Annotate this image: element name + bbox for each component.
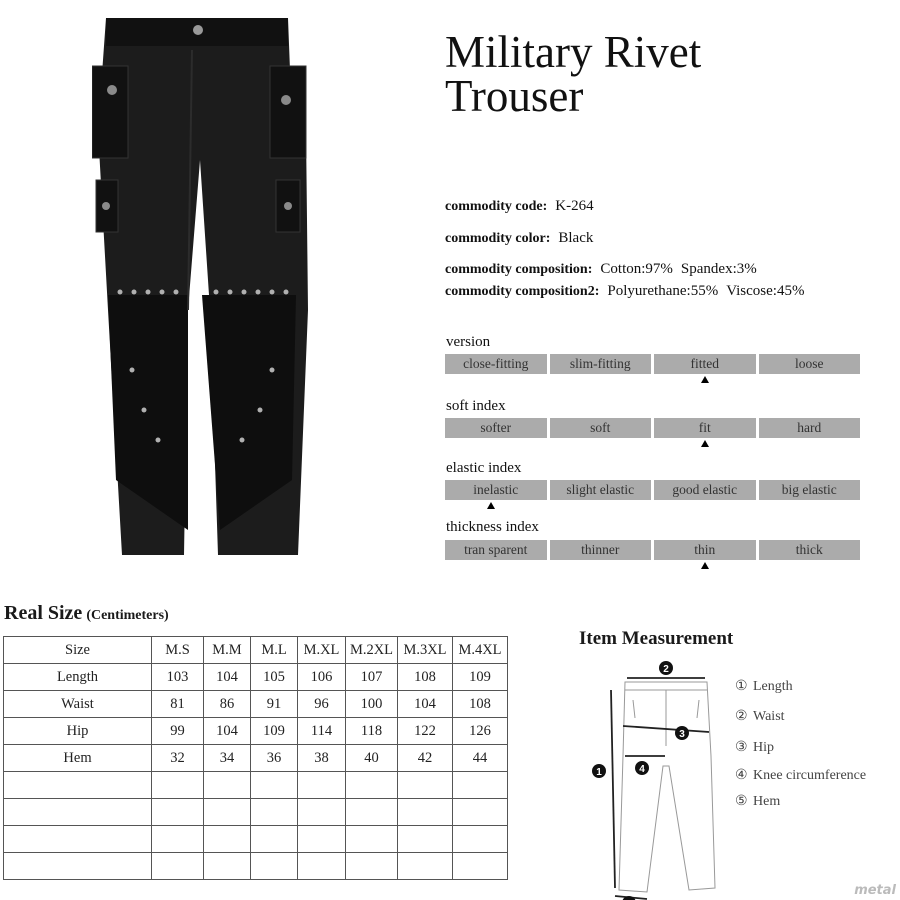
size-chart-cell: 86 bbox=[204, 691, 251, 718]
commodity-composition-row bbox=[445, 261, 757, 278]
thickness-index-option: thick bbox=[759, 540, 861, 560]
size-chart-row-label bbox=[4, 826, 152, 853]
size-chart-cell: 81 bbox=[152, 691, 204, 718]
size-chart-row-label: Hip bbox=[4, 718, 152, 745]
commodity-color-label: commodity color: bbox=[445, 231, 551, 246]
legend-number: ⑤ bbox=[735, 794, 748, 809]
size-chart-header-cell: M.M bbox=[204, 637, 251, 664]
size-chart-cell bbox=[398, 826, 453, 853]
soft-index-scale bbox=[445, 418, 860, 438]
table-row bbox=[4, 691, 508, 718]
soft-index-option: softer bbox=[445, 418, 547, 438]
commodity-color-row bbox=[445, 230, 593, 247]
composition2-value-1: Polyurethane:55% bbox=[607, 283, 719, 299]
legend-label: Length bbox=[753, 679, 793, 694]
commodity-code-value: K-264 bbox=[555, 198, 594, 214]
table-row bbox=[4, 745, 508, 772]
soft-index-label: soft index bbox=[446, 398, 506, 414]
size-chart-cell bbox=[152, 853, 204, 880]
table-row bbox=[4, 772, 508, 799]
size-chart-header-cell: M.XL bbox=[298, 637, 346, 664]
size-chart-heading bbox=[4, 602, 169, 625]
size-chart-row-label: Hem bbox=[4, 745, 152, 772]
size-chart-header-cell: M.3XL bbox=[398, 637, 453, 664]
size-chart-body bbox=[4, 637, 508, 880]
diagram-marker-2 bbox=[659, 661, 673, 675]
product-title-line1: Military Rivet bbox=[445, 27, 702, 77]
elastic-index-scale bbox=[445, 480, 860, 500]
size-chart-cell bbox=[398, 772, 453, 799]
soft-index-option: soft bbox=[550, 418, 652, 438]
legend-number: ③ bbox=[735, 740, 748, 755]
legend-number: ④ bbox=[735, 768, 748, 783]
legend-label: Hip bbox=[753, 740, 774, 755]
size-chart-cell bbox=[346, 853, 398, 880]
diagram-marker-4-text: 4 bbox=[639, 764, 645, 775]
size-chart-cell: 38 bbox=[298, 745, 346, 772]
size-chart-cell bbox=[152, 772, 204, 799]
commodity-color-value: Black bbox=[558, 230, 594, 246]
size-chart-cell: 103 bbox=[152, 664, 204, 691]
pants-measurement-diagram bbox=[585, 656, 735, 900]
size-chart-cell: 96 bbox=[298, 691, 346, 718]
size-chart-table bbox=[3, 636, 508, 880]
table-row bbox=[4, 853, 508, 880]
product-title-line2: Trouser bbox=[445, 71, 584, 121]
thickness-index-option-selected: thin bbox=[654, 540, 756, 560]
size-chart-cell bbox=[453, 853, 508, 880]
legend-waist bbox=[735, 708, 785, 725]
size-chart-cell: 109 bbox=[251, 718, 298, 745]
size-chart-row-label: Length bbox=[4, 664, 152, 691]
size-chart-cell: 44 bbox=[453, 745, 508, 772]
size-chart-row-label bbox=[4, 853, 152, 880]
size-chart-cell: 104 bbox=[204, 664, 251, 691]
diagram-marker-3-text: 3 bbox=[679, 729, 685, 740]
size-chart-cell bbox=[298, 772, 346, 799]
size-chart-row-label bbox=[4, 772, 152, 799]
soft-index-option: hard bbox=[759, 418, 861, 438]
elastic-index-label: elastic index bbox=[446, 460, 522, 476]
product-photo bbox=[92, 10, 312, 562]
table-row bbox=[4, 799, 508, 826]
size-chart-cell: 122 bbox=[398, 718, 453, 745]
size-chart-cell: 126 bbox=[453, 718, 508, 745]
size-chart-cell: 107 bbox=[346, 664, 398, 691]
size-chart-cell: 100 bbox=[346, 691, 398, 718]
diagram-marker-1 bbox=[592, 764, 606, 778]
version-option: slim-fitting bbox=[550, 354, 652, 374]
size-chart-cell: 108 bbox=[398, 664, 453, 691]
elastic-index-option: big elastic bbox=[759, 480, 861, 500]
size-chart-cell: 109 bbox=[453, 664, 508, 691]
size-chart-cell bbox=[251, 772, 298, 799]
size-chart-cell: 104 bbox=[204, 718, 251, 745]
size-chart-cell bbox=[152, 826, 204, 853]
product-title bbox=[445, 27, 865, 121]
legend-label: Waist bbox=[753, 709, 785, 724]
size-chart-cell bbox=[251, 799, 298, 826]
size-chart-cell: 106 bbox=[298, 664, 346, 691]
size-chart-cell bbox=[453, 799, 508, 826]
size-chart-row-label bbox=[4, 799, 152, 826]
size-chart-cell bbox=[453, 826, 508, 853]
diagram-marker-2-text: 2 bbox=[663, 664, 669, 675]
commodity-composition2-row bbox=[445, 283, 804, 300]
elastic-index-option: slight elastic bbox=[550, 480, 652, 500]
size-chart-header-cell: M.4XL bbox=[453, 637, 508, 664]
legend-hem bbox=[735, 793, 780, 810]
size-chart-row-label: Waist bbox=[4, 691, 152, 718]
size-chart-cell: 40 bbox=[346, 745, 398, 772]
size-chart-cell bbox=[453, 772, 508, 799]
version-scale bbox=[445, 354, 860, 374]
thickness-index-option: tran sparent bbox=[445, 540, 547, 560]
size-chart-title: Real Size bbox=[4, 602, 83, 624]
size-chart-unit: (Centimeters) bbox=[86, 608, 169, 623]
size-chart-cell bbox=[251, 826, 298, 853]
size-chart-cell bbox=[204, 799, 251, 826]
composition-value-2: Spandex:3% bbox=[680, 261, 757, 277]
size-chart-cell bbox=[152, 799, 204, 826]
size-chart-cell bbox=[298, 853, 346, 880]
elastic-index-option-selected: inelastic bbox=[445, 480, 547, 500]
size-chart-cell bbox=[398, 853, 453, 880]
size-chart-cell: 36 bbox=[251, 745, 298, 772]
elastic-index-option: good elastic bbox=[654, 480, 756, 500]
size-chart-cell: 118 bbox=[346, 718, 398, 745]
version-label: version bbox=[446, 334, 491, 350]
version-option-selected: fitted bbox=[654, 354, 756, 374]
legend-length bbox=[735, 678, 793, 695]
size-chart-cell bbox=[346, 772, 398, 799]
table-row bbox=[4, 826, 508, 853]
diagram-marker-4 bbox=[635, 761, 649, 775]
thickness-index-option: thinner bbox=[550, 540, 652, 560]
size-chart-header-row bbox=[4, 637, 508, 664]
size-chart-cell bbox=[346, 799, 398, 826]
brand-watermark: metal bbox=[854, 883, 896, 898]
commodity-composition2-label: commodity composition2: bbox=[445, 284, 600, 299]
legend-knee-circumference bbox=[735, 767, 866, 784]
legend-hip bbox=[735, 739, 774, 756]
size-chart-cell bbox=[204, 853, 251, 880]
legend-label: Hem bbox=[753, 794, 781, 809]
size-chart-cell bbox=[298, 799, 346, 826]
thickness-index-label: thickness index bbox=[446, 519, 539, 535]
commodity-code-label: commodity code: bbox=[445, 199, 548, 214]
legend-number: ② bbox=[735, 709, 748, 724]
size-chart-cell: 42 bbox=[398, 745, 453, 772]
size-chart-cell bbox=[204, 772, 251, 799]
size-chart-cell: 114 bbox=[298, 718, 346, 745]
version-option: close-fitting bbox=[445, 354, 547, 374]
commodity-composition-label: commodity composition: bbox=[445, 262, 593, 277]
legend-label: Knee circumference bbox=[753, 768, 867, 783]
size-chart-header-cell: M.L bbox=[251, 637, 298, 664]
soft-index-option-selected: fit bbox=[654, 418, 756, 438]
size-chart-cell bbox=[204, 826, 251, 853]
size-chart-header-cell: Size bbox=[4, 637, 152, 664]
item-measurement-heading: Item Measurement bbox=[579, 628, 734, 649]
size-chart-cell: 108 bbox=[453, 691, 508, 718]
size-chart-cell bbox=[298, 826, 346, 853]
legend-number: ① bbox=[735, 679, 748, 694]
size-chart-cell bbox=[346, 826, 398, 853]
size-chart-header-cell: M.2XL bbox=[346, 637, 398, 664]
size-chart-cell: 32 bbox=[152, 745, 204, 772]
size-chart-cell: 34 bbox=[204, 745, 251, 772]
commodity-code-row bbox=[445, 198, 594, 215]
size-chart-cell bbox=[251, 853, 298, 880]
composition2-value-2: Viscose:45% bbox=[726, 283, 805, 299]
size-chart-cell: 91 bbox=[251, 691, 298, 718]
table-row bbox=[4, 664, 508, 691]
size-chart-cell bbox=[398, 799, 453, 826]
diagram-marker-1-text: 1 bbox=[596, 767, 602, 778]
size-chart-cell: 105 bbox=[251, 664, 298, 691]
size-chart-header-cell: M.S bbox=[152, 637, 204, 664]
size-chart-cell: 99 bbox=[152, 718, 204, 745]
composition-value-1: Cotton:97% bbox=[600, 261, 673, 277]
diagram-marker-3 bbox=[675, 726, 689, 740]
version-option: loose bbox=[759, 354, 861, 374]
table-row bbox=[4, 718, 508, 745]
thickness-index-scale bbox=[445, 540, 860, 560]
size-chart-cell: 104 bbox=[398, 691, 453, 718]
